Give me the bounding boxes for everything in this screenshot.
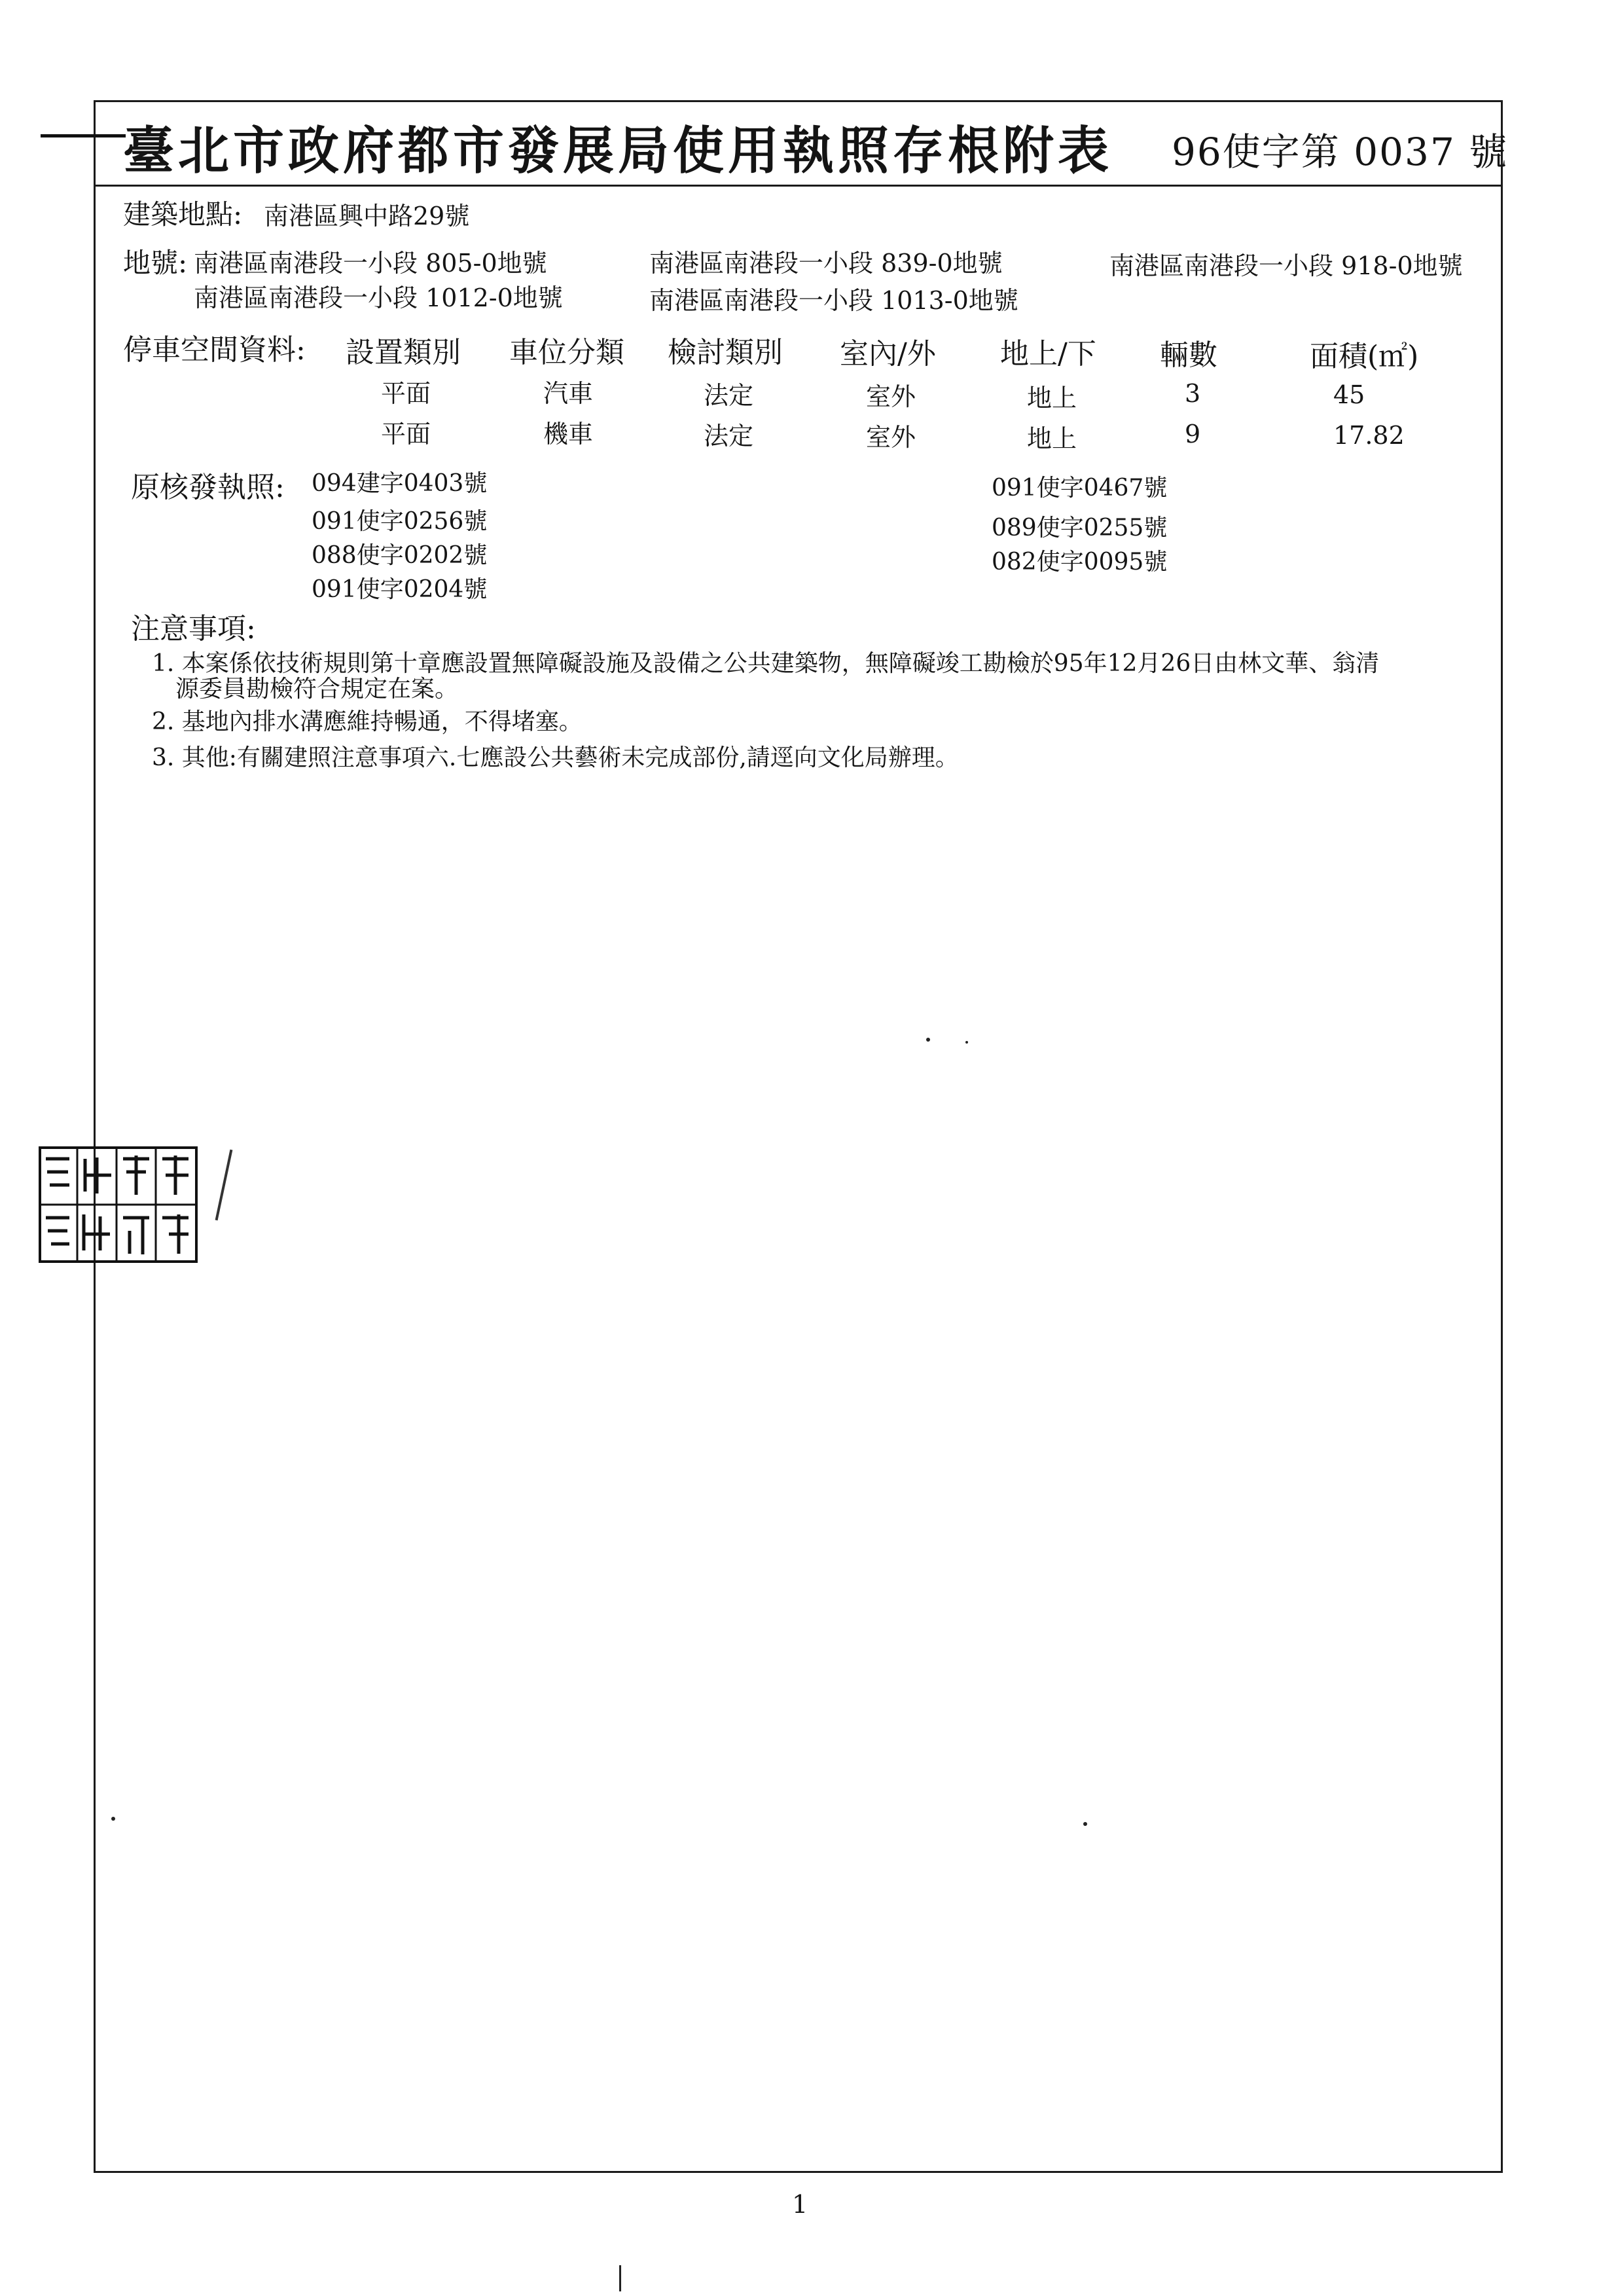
note-item: 2. 基地內排水溝應維持暢通，不得堵塞。	[152, 708, 583, 735]
edge-mark	[41, 134, 126, 137]
parking-cell: 室外	[866, 382, 916, 411]
permit-item: 088使字0202號	[312, 542, 488, 569]
parking-cell: 3	[1185, 379, 1201, 408]
parking-header: 設置類別	[346, 336, 461, 369]
permit-item: 091使字0467號	[992, 475, 1168, 501]
permit-item: 091使字0256號	[312, 508, 488, 535]
permit-item: 089使字0255號	[992, 515, 1168, 541]
permit-number: 96使字第 0037 號	[1172, 130, 1509, 174]
parking-header: 車位分類	[509, 336, 624, 369]
original-permits-label: 原核發執照:	[131, 471, 285, 504]
document-title: 臺北市政府都市發展局使用執照存根附表	[123, 121, 1113, 181]
document-frame	[94, 100, 1503, 2173]
tick-mark	[619, 2265, 621, 2291]
parking-cell: 機車	[543, 420, 594, 448]
parking-cell: 室外	[866, 423, 916, 452]
site-value: 南港區興中路29號	[264, 202, 470, 230]
parking-cell: 地上	[1027, 384, 1077, 412]
parking-header: 面積(㎡)	[1310, 340, 1419, 373]
lot-item: 南港區南港段一小段 1012-0地號	[194, 283, 563, 312]
lots-label: 地號:	[123, 247, 188, 279]
speck	[111, 1817, 115, 1821]
speck	[965, 1041, 968, 1044]
parking-cell: 45	[1333, 380, 1365, 409]
parking-cell: 法定	[704, 381, 754, 410]
site-label: 建築地點:	[123, 198, 243, 230]
speck	[1083, 1822, 1087, 1826]
permit-item: 091使字0204號	[312, 576, 488, 603]
notes-label: 注意事項:	[131, 612, 256, 646]
lot-item: 南港區南港段一小段 1013-0地號	[649, 286, 1018, 315]
parking-header: 室內/外	[840, 337, 936, 371]
parking-header: 地上/下	[1000, 337, 1096, 371]
note-item: 1. 本案係依技術規則第十章應設置無障礙設施及設備之公共建築物，無障礙竣工勘檢於95年12月26日由林文華、翁清	[152, 650, 1380, 677]
parking-cell: 17.82	[1333, 421, 1405, 450]
page-number: 1	[792, 2190, 808, 2219]
lot-item: 南港區南港段一小段 805-0地號	[194, 249, 547, 278]
parking-cell: 法定	[704, 422, 754, 450]
parking-cell: 平面	[381, 379, 431, 408]
parking-cell: 汽車	[543, 379, 594, 408]
parking-cell: 9	[1185, 420, 1201, 448]
reviewer-seal	[38, 1146, 198, 1264]
title-divider	[94, 185, 1503, 187]
parking-cell: 地上	[1027, 424, 1077, 453]
parking-cell: 平面	[381, 420, 431, 448]
note-item: 3. 其他:有關建照注意事項六.七應設公共藝術未完成部份,請逕向文化局辦理。	[152, 744, 959, 771]
lot-item: 南港區南港段一小段 839-0地號	[649, 249, 1003, 278]
note-item: 源委員勘檢符合規定在案。	[175, 676, 459, 702]
speck	[926, 1038, 930, 1042]
parking-header: 輛數	[1160, 338, 1217, 372]
parking-label: 停車空間資料:	[123, 333, 306, 367]
parking-header: 檢討類別	[668, 336, 783, 369]
lot-item: 南港區南港段一小段 918-0地號	[1109, 251, 1463, 280]
permit-item: 082使字0095號	[992, 549, 1168, 575]
permit-item: 094建字0403號	[312, 470, 488, 497]
